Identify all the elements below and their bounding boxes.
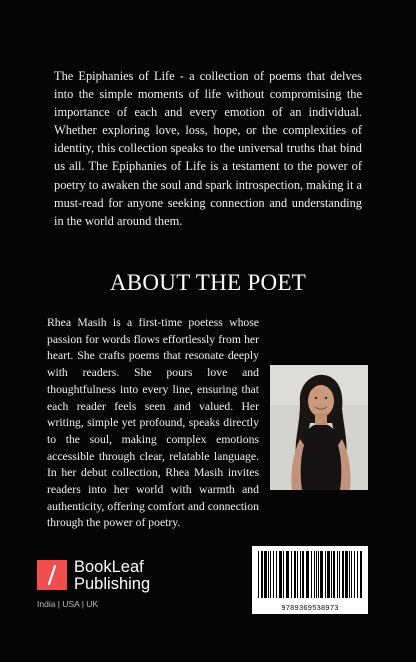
barcode-bar <box>360 551 362 598</box>
barcode-bar <box>327 551 330 598</box>
author-bio: Rhea Masih is a first-time poetess whose passion for words flows effortlessly from her heart. She crafts poems that resonate deeply with readers. She pours love and thoughtfulness into every line, ensuring that each reader feels seen and valued. Her writing, simple yet profound, speaks directly to the soul, making complex emotions accessible through clear, relatable language. In her debut collection, Rhea Masih invites readers into her world with warmth and authenticity, offering comfort and connection through the power of poetry. <box>47 316 259 530</box>
barcode-bar <box>291 551 292 598</box>
barcode-bar <box>273 551 274 598</box>
barcode-bar <box>337 551 338 598</box>
slash-icon <box>37 560 67 590</box>
barcode-bar <box>268 551 269 598</box>
barcode-bar <box>325 551 326 598</box>
barcode-bar <box>349 551 350 598</box>
barcode-bar <box>311 551 312 598</box>
publisher-name-line1: BookLeaf <box>74 558 144 576</box>
barcode-bar <box>300 551 301 598</box>
barcode-bar <box>333 551 335 598</box>
isbn-number: 9789369538973 <box>281 603 339 612</box>
barcode-bar <box>339 551 340 598</box>
publisher-name-line2: Publishing <box>74 575 151 593</box>
barcode-bar <box>261 551 263 598</box>
publisher-tagline: India | USA | UK <box>37 599 99 609</box>
barcode-bar <box>354 551 355 598</box>
about-heading: ABOUT THE POET <box>109 270 307 295</box>
barcode-bar <box>279 551 282 598</box>
barcode-bar <box>270 551 271 598</box>
barcode-bar <box>345 551 348 598</box>
barcode-bar <box>331 551 332 598</box>
barcode-bar <box>342 551 344 598</box>
barcode-bar <box>314 551 315 598</box>
barcode-bar <box>264 551 267 598</box>
isbn-barcode <box>252 546 368 614</box>
author-photo <box>270 365 368 490</box>
barcode-bar <box>258 551 259 598</box>
barcode-bar <box>320 551 323 598</box>
barcode-bar <box>283 551 284 598</box>
barcode-bars <box>252 546 368 602</box>
barcode-bar <box>294 551 296 598</box>
barcode-bar <box>286 551 289 598</box>
barcode-bar <box>351 551 352 598</box>
barcode-bar <box>316 551 317 598</box>
barcode-bar <box>302 551 304 598</box>
barcode-bar <box>318 551 319 598</box>
book-blurb: The Epiphanies of Life - a collection of poems that delves into the simple moments of life without compromising the importance of each and every emotion of an individual. Whether exploring love, loss, hope, or the complexities of identity, this collection speaks to the universal truths that bind us all. The Epiphanies of Life is a testament to the power of poetry to awaken the soul and spark introspection, making it a must-read for anyone seeking connection and understanding in the world around them. <box>54 69 362 228</box>
publisher-logo <box>37 560 197 608</box>
barcode-bar <box>357 551 358 598</box>
barcode-bar <box>297 551 298 598</box>
barcode-bar <box>306 551 309 598</box>
barcode-bar <box>276 551 277 598</box>
